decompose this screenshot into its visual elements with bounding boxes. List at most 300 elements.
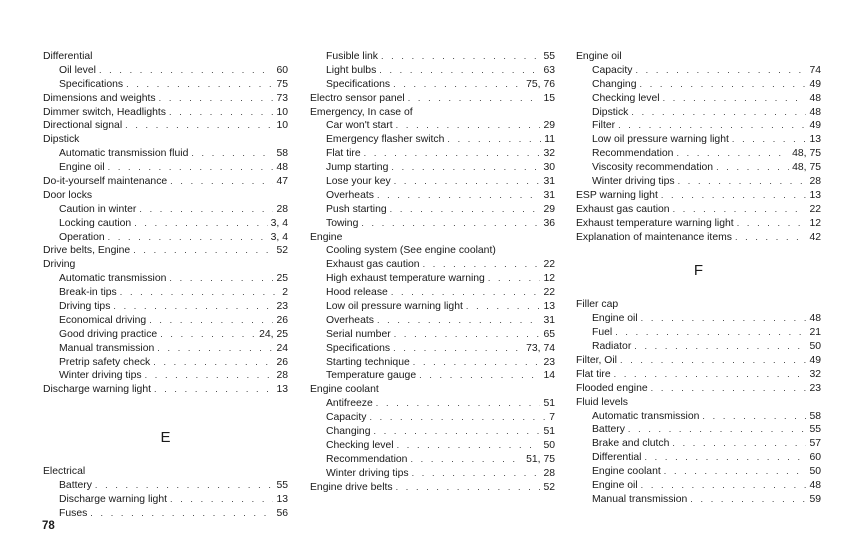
index-entry	[576, 50, 821, 64]
index-entry-label: Drive belts, Engine	[43, 245, 131, 257]
index-entry-label: Operation	[59, 231, 105, 243]
index-entry-page: 48, 75	[792, 148, 821, 160]
index-group	[576, 298, 821, 506]
dot-leader	[154, 383, 273, 397]
index-entry-label: Changing	[326, 426, 371, 438]
index-entry-label: Flat tire	[326, 148, 361, 160]
index-entry-label: Overheats	[326, 314, 374, 326]
dot-leader	[133, 244, 273, 258]
index-group	[310, 50, 555, 495]
index-entry-label: Automatic transmission	[592, 410, 700, 422]
dot-leader	[396, 481, 541, 495]
index-entry-page: 51, 75	[526, 453, 555, 465]
index-entry-page: 50	[543, 439, 555, 451]
index-entry	[310, 133, 555, 147]
index-entry	[310, 328, 555, 342]
dot-leader	[635, 64, 806, 78]
index-group	[43, 465, 288, 521]
dot-leader	[157, 342, 273, 356]
index-entry	[576, 106, 821, 120]
index-entry	[576, 312, 821, 326]
index-entry	[310, 369, 555, 383]
index-entry	[576, 465, 821, 479]
index-entry-page: 48	[809, 480, 821, 492]
index-entry-label: Towing	[326, 217, 359, 229]
index-entry-label: Winter driving tips	[592, 176, 675, 188]
dot-leader	[169, 106, 273, 120]
index-entry-page: 50	[809, 466, 821, 478]
index-entry-label: Economical driving	[59, 314, 147, 326]
index-entry	[43, 175, 288, 189]
dot-leader	[737, 217, 807, 231]
index-entry	[576, 298, 821, 312]
index-entry-page: 26	[276, 314, 288, 326]
dot-leader	[108, 231, 268, 245]
index-entry-page: 73, 74	[526, 342, 555, 354]
index-entry-page: 3, 4	[270, 217, 288, 229]
index-entry	[576, 396, 821, 410]
index-entry-label: Engine coolant	[592, 466, 661, 478]
index-entry	[310, 175, 555, 189]
dot-leader	[672, 437, 806, 451]
dot-leader	[735, 231, 806, 245]
index-entry	[43, 507, 288, 521]
index-entry	[43, 383, 288, 397]
index-entry	[43, 272, 288, 286]
index-entry	[43, 92, 288, 106]
index-entry-page: 50	[809, 341, 821, 353]
index-entry-page: 75	[276, 78, 288, 90]
index-entry-page: 32	[543, 148, 555, 160]
index-entry	[576, 161, 821, 175]
index-entry-page: 13	[809, 134, 821, 146]
index-entry	[576, 451, 821, 465]
index-entry	[310, 161, 555, 175]
index-entry-page: 10	[276, 106, 288, 118]
index-entry-page: 31	[543, 176, 555, 188]
index-entry-page: 52	[543, 481, 555, 493]
index-entry-label: Starting technique	[326, 356, 410, 368]
index-entry	[43, 465, 288, 479]
index-entry-page: 47	[276, 176, 288, 188]
index-entry	[43, 189, 288, 203]
index-entry-page: 13	[543, 301, 555, 313]
index-entry-page: 15	[543, 92, 555, 104]
dot-leader	[169, 272, 273, 286]
index-entry	[576, 326, 821, 340]
index-entry-label: Recommendation	[592, 148, 674, 160]
index-entry	[43, 300, 288, 314]
dot-leader	[628, 423, 807, 437]
dot-leader	[488, 272, 541, 286]
index-entry-label: Manual transmission	[592, 493, 688, 505]
index-column-3	[576, 50, 821, 507]
index-entry-label: Directional signal	[43, 120, 123, 132]
index-entry	[310, 272, 555, 286]
dot-leader	[159, 92, 274, 106]
index-entry-label: Cooling system (See engine coolant)	[326, 245, 496, 257]
index-entry	[43, 356, 288, 370]
dot-leader	[447, 133, 541, 147]
index-entry-label: Engine	[310, 231, 343, 243]
index-entry-label: Exhaust gas caution	[576, 203, 670, 215]
index-entry-label: Differential	[43, 51, 93, 62]
index-entry	[576, 64, 821, 78]
index-entry	[576, 368, 821, 382]
spacer	[43, 397, 288, 411]
index-entry-page: 31	[543, 189, 555, 201]
index-entry	[310, 383, 555, 397]
index-entry-label: Explanation of maintenance items	[576, 231, 732, 243]
dot-leader	[377, 314, 541, 328]
index-entry	[43, 328, 288, 342]
dot-leader	[641, 312, 807, 326]
dot-leader	[393, 342, 523, 356]
index-entry	[43, 203, 288, 217]
index-entry-page: 42	[809, 231, 821, 243]
dot-leader	[390, 203, 541, 217]
index-entry	[310, 342, 555, 356]
index-entry	[43, 217, 288, 231]
index-entry-label: Winter driving tips	[59, 370, 142, 382]
index-entry-label: Specifications	[326, 342, 391, 354]
dot-leader	[394, 328, 541, 342]
index-entry-label: Antifreeze	[326, 398, 373, 410]
dot-leader	[618, 119, 806, 133]
index-entry-page: 49	[809, 120, 821, 132]
index-entry-label: Battery	[592, 424, 625, 436]
dot-leader	[651, 382, 807, 396]
index-entry-page: 36	[543, 217, 555, 229]
index-entry-label: Battery	[59, 480, 92, 492]
index-entry	[310, 425, 555, 439]
index-entry	[310, 189, 555, 203]
index-entry-label: Specifications	[326, 78, 391, 90]
dot-leader	[391, 161, 540, 175]
index-entry	[310, 244, 555, 258]
index-entry-page: 29	[543, 203, 555, 215]
index-entry	[576, 340, 821, 354]
index-entry-page: 24	[276, 342, 288, 354]
index-entry-page: 3, 4	[270, 231, 288, 243]
index-entry-page: 28	[276, 203, 288, 215]
index-column-1	[43, 50, 288, 521]
dot-leader	[120, 286, 279, 300]
index-entry-label: Winter driving tips	[326, 467, 409, 479]
index-entry-page: 57	[809, 438, 821, 450]
index-entry-label: Good driving practice	[59, 328, 158, 340]
index-entry-page: 48	[809, 92, 821, 104]
dot-leader	[149, 314, 273, 328]
dot-leader	[191, 147, 273, 161]
index-entry	[310, 231, 555, 245]
index-entry-page: 11	[544, 134, 555, 146]
index-entry	[576, 119, 821, 133]
index-entry-label: Temperature gauge	[326, 370, 417, 382]
index-entry-page: 49	[809, 78, 821, 90]
index-entry	[576, 189, 821, 203]
dot-leader	[394, 175, 541, 189]
index-entry-label: Engine oil	[59, 162, 105, 174]
index-entry-page: 55	[809, 424, 821, 436]
index-entry-label: Manual transmission	[59, 342, 155, 354]
index-entry	[310, 481, 555, 495]
index-entry-label: Exhaust gas caution	[326, 259, 420, 271]
index-entry-label: Car won't start	[326, 120, 393, 132]
index-entry	[43, 342, 288, 356]
dot-leader	[614, 368, 807, 382]
index-entry-page: 28	[543, 467, 555, 479]
index-entry-label: Dimensions and weights	[43, 92, 156, 104]
index-entry-page: 13	[276, 384, 288, 396]
index-entry-label: Engine oil	[576, 51, 622, 62]
index-entry-label: Fluid levels	[576, 396, 628, 408]
index-entry-label: Serial number	[326, 328, 391, 340]
index-entry	[43, 369, 288, 383]
index-entry	[43, 314, 288, 328]
index-entry-label: Light bulbs	[326, 64, 377, 76]
page-number: 78	[42, 520, 55, 532]
index-entry-page: 23	[276, 301, 288, 313]
index-entry-page: 21	[809, 327, 821, 339]
index-entry-label: Brake and clutch	[592, 438, 670, 450]
index-entry-label: Dipstick	[43, 134, 80, 146]
index-entry	[310, 50, 555, 64]
index-entry-label: Break-in tips	[59, 287, 117, 299]
index-entry-page: 51	[543, 398, 555, 410]
index-entry	[576, 78, 821, 92]
index-entry-page: 12	[543, 273, 555, 285]
index-entry-page: 49	[809, 355, 821, 367]
dot-leader	[423, 258, 541, 272]
index-entry-page: 55	[543, 51, 555, 62]
dot-leader	[90, 507, 273, 521]
dot-leader	[125, 119, 273, 133]
index-entry-page: 75, 76	[526, 78, 555, 90]
index-entry-label: Checking level	[326, 439, 394, 451]
index-entry-page: 23	[809, 382, 821, 394]
index-entry-page: 29	[543, 120, 555, 132]
index-entry	[310, 147, 555, 161]
dot-leader	[139, 203, 273, 217]
index-entry-page: 10	[276, 120, 288, 132]
index-entry	[576, 479, 821, 493]
index-entry	[43, 286, 288, 300]
index-entry-label: Filler cap	[576, 299, 619, 311]
index-entry	[310, 411, 555, 425]
index-entry	[310, 119, 555, 133]
dot-leader	[640, 78, 807, 92]
dot-leader	[160, 328, 256, 342]
index-entry	[43, 479, 288, 493]
index-entry-label: Emergency, In case of	[310, 106, 413, 118]
dot-leader	[410, 453, 523, 467]
index-entry-page: 56	[276, 507, 288, 519]
dot-leader	[397, 439, 541, 453]
index-entry-label: Filter	[592, 120, 616, 132]
dot-leader	[661, 189, 807, 203]
index-entry-page: 14	[543, 370, 555, 382]
index-entry-page: 28	[809, 176, 821, 188]
index-entry-label: Capacity	[592, 64, 633, 76]
dot-leader	[108, 161, 274, 175]
index-entry-label: Driving	[43, 259, 76, 271]
index-entry-label: Engine oil	[592, 313, 638, 325]
index-entry	[576, 437, 821, 451]
dot-leader	[374, 425, 541, 439]
dot-leader	[379, 64, 540, 78]
index-entry-label: Specifications	[59, 78, 124, 90]
index-entry-label: Fuel	[592, 327, 613, 339]
dot-leader	[113, 300, 273, 314]
dot-leader	[466, 300, 541, 314]
index-entry-label: Discharge warning light	[43, 384, 152, 396]
index-entry	[310, 106, 555, 120]
index-entry-page: 73	[276, 92, 288, 104]
index-entry-label: Flooded engine	[576, 382, 648, 394]
dot-leader	[170, 175, 273, 189]
index-entry-label: Push starting	[326, 203, 387, 215]
index-entry-label: Lose your key	[326, 176, 391, 188]
index-entry-label: Caution in winter	[59, 203, 137, 215]
index-entry-label: Differential	[592, 452, 642, 464]
dot-leader	[716, 161, 789, 175]
index-group	[43, 50, 288, 397]
dot-leader	[170, 493, 273, 507]
index-entry-page: 12	[809, 217, 821, 229]
index-entry	[43, 231, 288, 245]
dot-leader	[673, 203, 807, 217]
dot-leader	[412, 467, 541, 481]
index-entry	[310, 78, 555, 92]
index-entry-label: Overheats	[326, 189, 374, 201]
dot-leader	[95, 479, 274, 493]
index-entry-label: Fuses	[59, 507, 88, 519]
index-entry	[576, 175, 821, 189]
index-entry-page: 48	[809, 106, 821, 118]
index-entry-label: Exhaust temperature warning light	[576, 217, 734, 229]
dot-leader	[361, 217, 540, 231]
index-entry-page: 63	[543, 64, 555, 76]
index-entry-label: ESP warning light	[576, 189, 658, 201]
index-entry	[310, 92, 555, 106]
index-entry	[310, 203, 555, 217]
index-entry-label: Low oil pressure warning light	[592, 134, 729, 146]
index-entry	[43, 161, 288, 175]
index-entry-label: Dimmer switch, Headlights	[43, 106, 166, 118]
index-entry	[310, 258, 555, 272]
index-entry-page: 55	[276, 480, 288, 492]
index-entry-label: Engine oil	[592, 480, 638, 492]
dot-leader	[364, 147, 541, 161]
index-entry-label: Locking caution	[59, 217, 132, 229]
dot-leader	[615, 326, 806, 340]
dot-leader	[732, 133, 807, 147]
index-entry-page: 60	[276, 64, 288, 76]
index-entry	[43, 258, 288, 272]
index-entry	[576, 147, 821, 161]
index-entry-page: 28	[276, 370, 288, 382]
index-entry-label: Driving tips	[59, 301, 111, 313]
index-entry	[310, 467, 555, 481]
index-entry-label: Hood release	[326, 287, 388, 299]
index-entry-page: 51	[543, 426, 555, 438]
index-entry-page: 52	[276, 245, 288, 257]
index-entry	[576, 203, 821, 217]
dot-leader	[153, 356, 273, 370]
index-entry	[43, 133, 288, 147]
dot-leader	[381, 50, 540, 64]
index-entry-page: 25	[276, 273, 288, 285]
dot-leader	[676, 147, 789, 161]
index-entry	[310, 453, 555, 467]
index-entry-label: Filter, Oil	[576, 355, 617, 367]
index-entry	[43, 78, 288, 92]
index-entry-label: Oil level	[59, 64, 96, 76]
index-entry-page: 58	[276, 148, 288, 160]
index-entry-page: 22	[543, 259, 555, 271]
dot-leader	[145, 369, 274, 383]
index-entry-label: Jump starting	[326, 162, 389, 174]
index-entry	[576, 133, 821, 147]
dot-leader	[631, 106, 806, 120]
index-entry-label: Engine drive belts	[310, 481, 393, 493]
index-entry-label: Discharge warning light	[59, 494, 168, 506]
section-letter-f: F	[693, 262, 704, 280]
index-entry-label: Dipstick	[592, 106, 629, 118]
index-entry-page: 65	[543, 328, 555, 340]
index-entry	[310, 286, 555, 300]
index-entry	[310, 439, 555, 453]
dot-leader	[408, 92, 541, 106]
index-entry	[576, 382, 821, 396]
index-entry-label: Flat tire	[576, 368, 611, 380]
index-entry-page: 74	[809, 64, 821, 76]
index-entry-page: 13	[276, 494, 288, 506]
dot-leader	[393, 78, 523, 92]
index-entry-page: 48	[276, 162, 288, 174]
index-entry-page: 31	[543, 314, 555, 326]
section-letter-e: E	[160, 429, 171, 447]
index-entry-label: Checking level	[592, 92, 660, 104]
index-entry-page: 58	[809, 410, 821, 422]
dot-leader	[99, 64, 273, 78]
index-entry-label: Automatic transmission	[59, 273, 167, 285]
index-entry	[43, 147, 288, 161]
index-entry-page: 59	[809, 493, 821, 505]
index-entry	[310, 64, 555, 78]
index-entry	[43, 64, 288, 78]
dot-leader	[369, 411, 546, 425]
index-entry-page: 22	[543, 287, 555, 299]
index-entry	[576, 493, 821, 507]
index-entry	[576, 410, 821, 424]
index-entry	[43, 244, 288, 258]
dot-leader	[376, 397, 541, 411]
dot-leader	[644, 451, 806, 465]
index-group	[576, 50, 821, 244]
index-entry	[310, 314, 555, 328]
index-column-2	[310, 50, 555, 495]
index-entry	[310, 300, 555, 314]
index-entry-label: Changing	[592, 78, 637, 90]
dot-leader	[620, 354, 806, 368]
index-entry-page: 48	[809, 313, 821, 325]
index-entry-page: 24, 25	[259, 328, 288, 340]
dot-leader	[702, 410, 806, 424]
index-entry-label: Viscosity recommendation	[592, 162, 714, 174]
index-entry-page: 23	[543, 356, 555, 368]
